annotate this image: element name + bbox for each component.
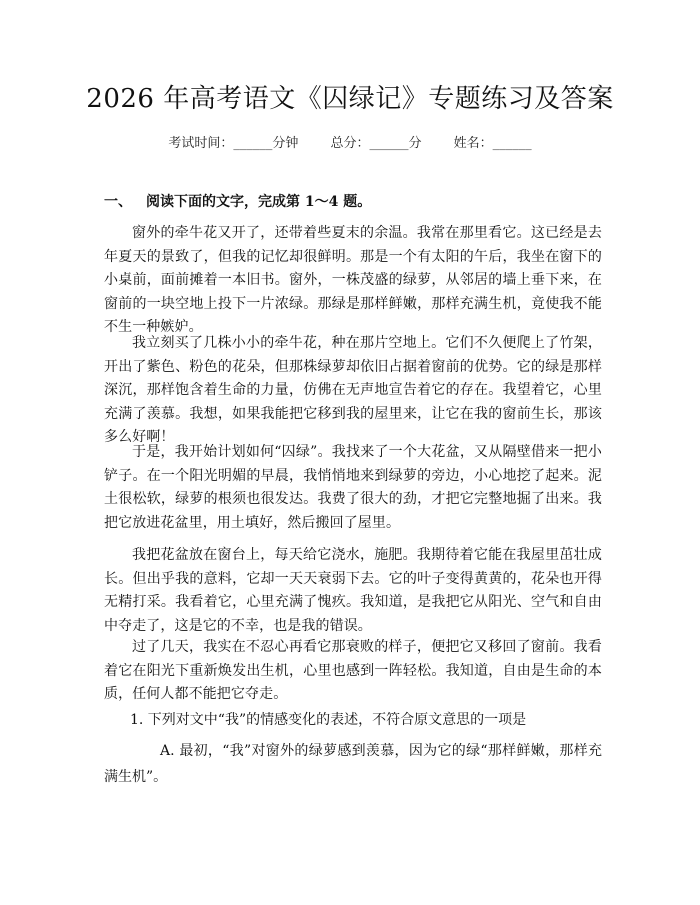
section-heading [104,191,371,211]
section-instruction: 阅读下面的文字，完成第 1～4 题。 [146,194,372,210]
exam-time-field: 考试时间：______分钟 [168,136,299,151]
section-number: 一、 [104,194,132,210]
student-name-field: 姓名：______ [453,136,532,151]
question-1-option-a: A. 最初，“我”对窗外的绿萝感到羡慕，因为它的绿“那样鲜嫩，那样充满生机”。 [104,743,602,785]
passage-paragraph-1: 窗外的牵牛花又开了，还带着些夏末的余温。我常在那里看它。这已经是去年夏天的景致了，但我的记忆却很鲜明。那是一个有太阳的午后，我坐在窗下的小桌前，面前摊着一本旧书。窗外，一株茂盛的绿萝，从邻居的墙上垂下来，在窗前的一块空地上投下一片浓绿。那绿是那样鲜嫩，那样充满生机，竟使我不能不生一种嫉妒。 [104,225,602,335]
passage-paragraph-4: 我把花盆放在窗台上，每天给它浇水，施肥。我期待着它能在我屋里茁壮成长。但出乎我的意料，它却一天天衰弱下去。它的叶子变得黄黄的，花朵也开得无精打采。我看着它，心里充满了愧疚。我知道，是我把它从阳光、空气和自由中夺走了，这是它的不幸，也是我的错误。 [104,547,602,634]
passage-paragraph-5: 过了几天，我实在不忍心再看它那衰败的样子，便把它又移回了窗前。我看着它在阳光下重新焕发出生机，心里也感到一阵轻松。我知道，自由是生命的本质，任何人都不能把它夺走。 [104,639,602,702]
passage-paragraph-3: 于是，我开始计划如何“囚绿”。我找来了一个大花盆，又从隔壁借来一把小铲子。在一个阳光明媚的早晨，我悄悄地来到绿萝的旁边，小心地挖了起来。泥土很松软，绿萝的根须也很发达。我费了很大的劲，才把它完整地掘了出来。我把它放进花盆里，用土填好，然后搬回了屋里。 [104,444,602,531]
total-score-field: 总分：______分 [330,136,422,151]
passage-paragraph-2: 我立刻买了几株小小的牵牛花，种在那片空地上。它们不久便爬上了竹架，开出了紫色、粉色的花朵，但那株绿萝却依旧占据着窗前的优势。它的绿是那样深沉，那样饱含着生命的力量，仿佛在无声地宣告着它的存在。我望着它，心里充满了羡慕。我想，如果我能把它移到我的屋里来，让它在我的窗前生长，那该多么好啊！ [104,335,602,445]
exam-meta-line [0,132,700,151]
question-1-stem: 1. 下列对文中“我”的情感变化的表述，不符合原文意思的一项是 [130,712,527,728]
document-title: 2026 年高考语文《囚绿记》专题练习及答案 [86,84,614,114]
